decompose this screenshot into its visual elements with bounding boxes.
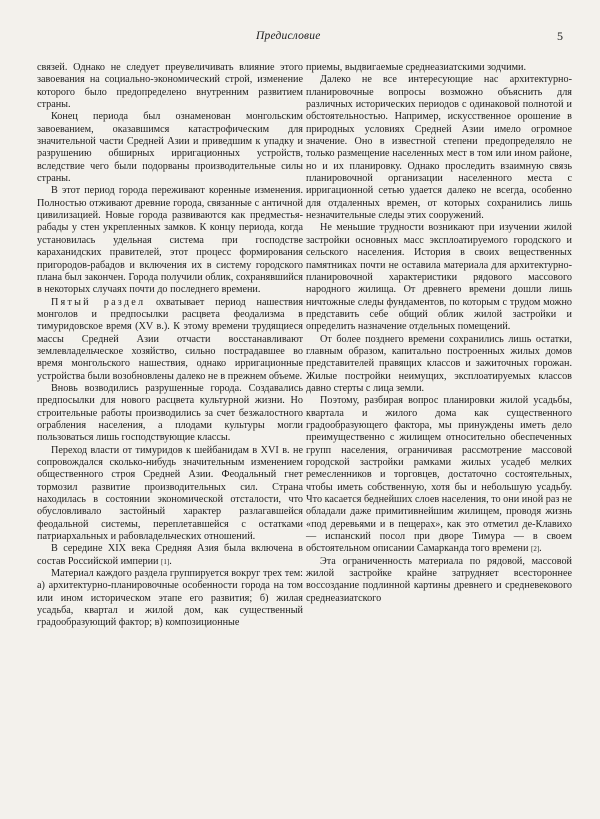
- left-paragraph-4: [37, 297, 303, 383]
- left-paragraph-7: [37, 543, 303, 568]
- left-paragraph-7-body: В середине XIX века Средняя Азия была включена в состав Российской империи: [37, 543, 303, 567]
- right-paragraph-5-body: Поэтому, разбирая вопрос планировки жилой усадьбы, квартала и жилого дома как существенного градообразующего фактора, мы принуждены иметь дело преимущественно с жилищем относительно обеспеченных групп населения, ограничивая рассмотрение массовой городской застройки рамками жилых усадеб мелких ремесленников и торговцев, достаточно состоятельных, чтобы иметь собственную, хотя бы и небольшую усадьбу. Что касается беднейших слоев населения, то они иной раз не обладали даже примитивнейшим жилищем, проводя жизнь «под деревьями и в пещерах», как это отметил де-Клавихо — испанский посол при дворе Тимура — в своем обстоятельном описании Самарканда того времени: [306, 395, 572, 555]
- right-paragraph-5-end: .: [539, 543, 542, 555]
- left-paragraph-6: Переход власти от тимуридов к шейбанидам в XVI в. не сопровождался сколько-нибудь значительным изменением общественного строя Средней Азии. Феодальный гнет тормозил развитие производительных сил. Страна находилась в состоянии экономической отсталости, что обусловливало застойный характер разлагавшейся феодальной системы, переплетавшейся с остатками патриархальных и рабовладельческих отношений.: [37, 444, 303, 543]
- footnote-ref-2: [2]: [530, 545, 540, 554]
- left-paragraph-1: связей. Однако не следует преувеличивать влияние этого завоевания на социально-экономический строй, изменение которого было предопределено внутренним развитием страны.: [37, 62, 303, 111]
- footnote-ref-1: [1]: [161, 557, 170, 566]
- right-paragraph-3: Не меньшие трудности возникают при изучении жилой застройки основных масс эксплоатируемого городского и сельского населения. История в своих вещественных памятниках почти не оставила материала для архитектурно-планировочной характеристики рядового массового народного жилища. От древнего времени дошли лишь ничтожные следы фундаментов, по которым с трудом можно представить себе общий облик жилой застройки и определить назначение отдельных помещений.: [306, 222, 572, 333]
- left-paragraph-2: Конец периода был ознаменован монгольским завоеванием, оказавшимся катастрофическим для значительной части Средней Азии и приведшим к упадку и разрушению обширных ирригационных устройств, вследствие чего были подорваны производительные силы страны.: [37, 111, 303, 185]
- right-paragraph-6: Эта ограниченность материала по рядовой, массовой жилой застройке крайне затрудняет всестороннее воссоздание подлинной картины древнего и средневекового среднеазиатского: [306, 555, 572, 604]
- running-header-title: Предисловие: [256, 30, 321, 42]
- right-paragraph-4: От более позднего времени сохранились лишь остатки, главным образом, капитально построенных жилых домов представителей правящих классов и зажиточных горожан. Жилые постройки неимущих, эксплоатируемых классов давно стерты с лица земли.: [306, 333, 572, 394]
- page-number: 5: [557, 29, 563, 43]
- left-column: [37, 62, 303, 630]
- right-column: [306, 62, 572, 605]
- right-paragraph-2: Далеко не все интересующие нас архитектурно-планировочные вопросы возможно объяснить для различных исторических периодов с одинаковой полнотой и обстоятельностью. Например, искусственное орошение в природных условиях Средней Азии имело огромное значение. Оно в известной степени предопределяло не только размещение населенных мест в том или ином районе, но и их планировку. Однако проследить взаимную связь планировочной организации населенного места с ирригационной сетью удается далеко не всегда, особенно для отдаленных времен, от которых сохранились лишь незначительные следы этих сооружений.: [306, 74, 572, 222]
- left-paragraph-5: Вновь возводились разрушенные города. Создавались предпосылки для нового расцвета культурной жизни. Но строительные работы производились за счет безжалостного ограбления населения, а плодами культуры могли пользоваться лишь господствующие классы.: [37, 382, 303, 444]
- right-paragraph-5: [306, 395, 572, 555]
- left-paragraph-7-end: .: [169, 555, 172, 567]
- left-paragraph-8: Материал каждого раздела группируется вокруг трех тем: а) архитектурно-планировочные особенности города на том или ином историческом этапе его развития; б) жилая усадьба, квартал и жилой дом, как существенный градообразующий фактор; в) композиционные: [37, 568, 303, 629]
- left-paragraph-4-body: охватывает период нашествия монголов и предпосылки расцвета феодализма в тимуридовское время (XV в.). К этому времени трудящиеся массы Средней Азии отчасти восстанавливают землевладельческое хозяйство, сильно пострадавшее во время монгольского нашествия, однако ирригационные устройства были возобновлены далеко не в прежнем объеме.: [37, 296, 304, 382]
- right-paragraph-1: приемы, выдвигаемые среднеазиатскими зодчими.: [306, 62, 527, 73]
- section-lead: Пятый раздел: [51, 296, 146, 308]
- left-paragraph-3: В этот период города переживают коренные изменения. Полностью отживают древние города, связанные с античной цивилизацией. Новые города развиваются как предместья-рабады у стен укрепленных замков. К концу периода, когда установилась удельная система при господстве караханидских правителей, этот процесс формирования пригородов-рабадов и включения их в систему городского плана был закончен. Города получили облик, сохранявшийся в некоторых случаях почти до последнего времени.: [37, 185, 303, 296]
